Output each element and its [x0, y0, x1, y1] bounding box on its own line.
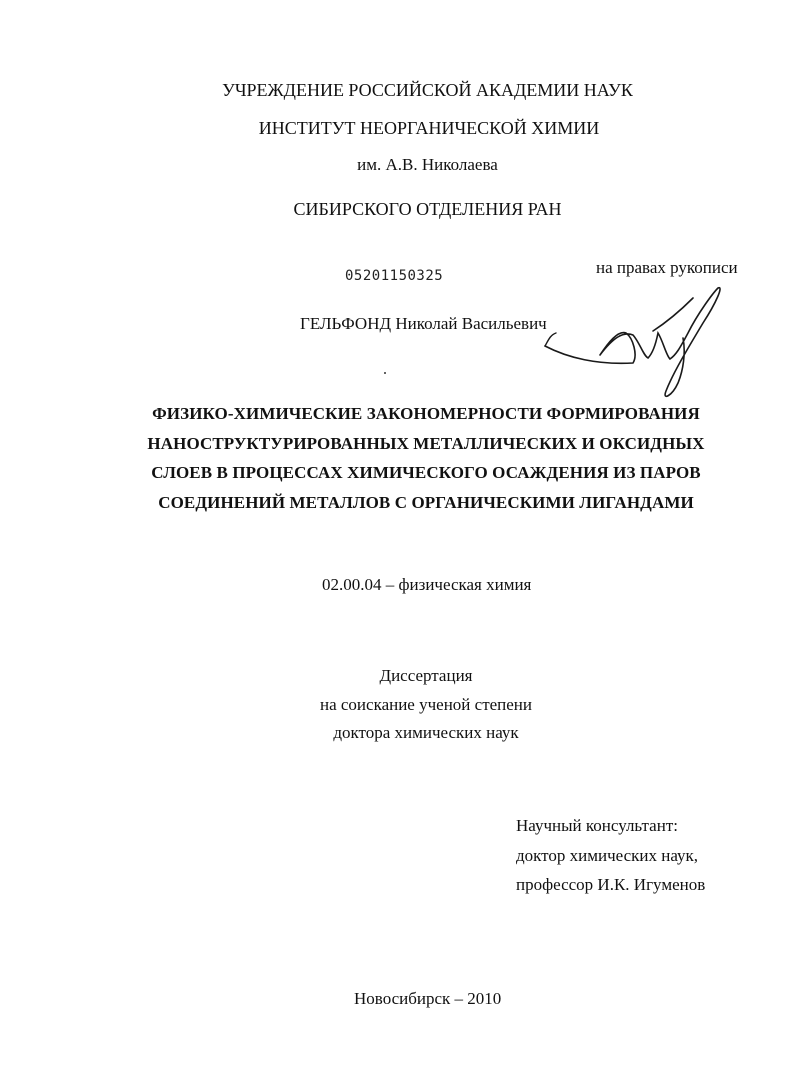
- dissertation-type: Диссертация: [379, 666, 473, 685]
- specialty-code: 02.00.04 – физическая химия: [322, 575, 532, 594]
- consultant-degree: доктор химических наук,: [516, 845, 699, 865]
- title-line: ФИЗИКО-ХИМИЧЕСКИЕ ЗАКОНОМЕРНОСТИ ФОРМИРОВАНИЯ: [152, 404, 700, 423]
- title-line: НАНОСТРУКТУРИРОВАННЫХ МЕТАЛЛИЧЕСКИХ И ОКСИДНЫХ: [147, 433, 705, 453]
- institution-name: УЧРЕЖДЕНИЕ РОССИЙСКОЙ АКАДЕМИИ НАУК: [222, 80, 633, 100]
- dissertation-purpose: на соискание ученой степени: [319, 694, 533, 714]
- institute-named-after: им. А.В. Николаева: [357, 155, 498, 174]
- stray-mark: [384, 372, 386, 374]
- handwritten-signature: [538, 283, 728, 403]
- institute-name: ИНСТИТУТ НЕОРГАНИЧЕСКОЙ ХИМИИ: [258, 118, 600, 138]
- registration-code: 05201150325: [345, 268, 444, 284]
- dissertation-title: [0, 399, 795, 517]
- branch-name: СИБИРСКОГО ОТДЕЛЕНИЯ РАН: [293, 199, 562, 219]
- consultant-name: профессор И.К. Игуменов: [516, 875, 706, 894]
- city-year: Новосибирск – 2010: [354, 989, 502, 1008]
- dissertation-degree: доктора химических наук: [333, 723, 519, 742]
- dissertation-block: [0, 662, 795, 748]
- title-line: СОЕДИНЕНИЙ МЕТАЛЛОВ С ОРГАНИЧЕСКИМИ ЛИГАНДАМИ: [158, 492, 694, 512]
- consultant-block: [516, 811, 705, 900]
- author-name: ГЕЛЬФОНД Николай Васильевич: [300, 314, 547, 333]
- consultant-label: Научный консультант:: [516, 816, 678, 835]
- manuscript-rights-note: на правах рукописи: [596, 258, 738, 277]
- title-line: СЛОЕВ В ПРОЦЕССАХ ХИМИЧЕСКОГО ОСАЖДЕНИЯ ИЗ ПАРОВ: [151, 463, 701, 482]
